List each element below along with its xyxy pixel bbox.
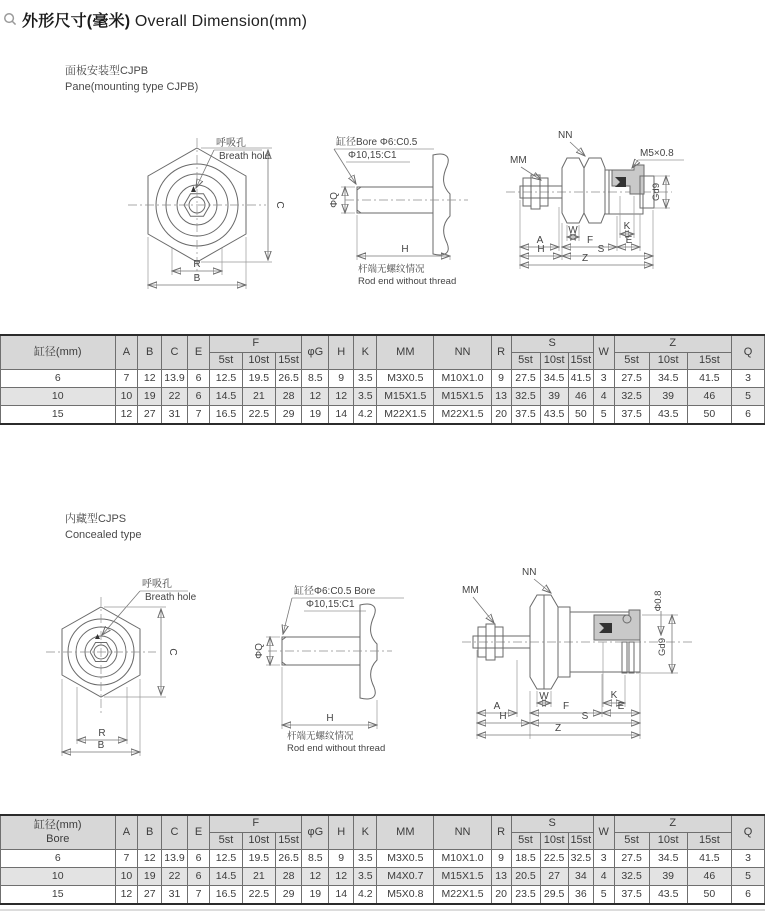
table-cell: 46 — [568, 388, 593, 406]
col-header: K — [354, 335, 377, 370]
table-cell: 16.5 — [210, 886, 243, 905]
table-cell: 36 — [568, 886, 593, 905]
table-cell: 13 — [491, 868, 511, 886]
section-heading-en: Concealed type — [65, 529, 142, 541]
section-heading-zh: 内藏型CJPS — [65, 513, 127, 525]
dim-a-label: A — [493, 701, 501, 712]
bore-note-line2: Φ10,15:C1 — [348, 150, 397, 161]
col-subheader: 15st — [568, 833, 593, 850]
table-cell: 32.5 — [511, 388, 540, 406]
table-cell: 50 — [687, 406, 731, 425]
table-cell: 32.5 — [568, 850, 593, 868]
col-subheader: 15st — [275, 353, 302, 370]
table-cell: 20.5 — [511, 868, 540, 886]
table-cell: 12 — [329, 388, 354, 406]
gd9-label: Gd9 — [657, 638, 668, 656]
table-cell: 3.5 — [354, 868, 377, 886]
table-cell: 22 — [162, 868, 188, 886]
table-cell: 7 — [187, 886, 209, 905]
table-cell: 3.5 — [354, 850, 377, 868]
table-cell: 15 — [1, 886, 116, 905]
bore-note-line2: Φ10,15:C1 — [306, 599, 355, 610]
drawing-cjps — [0, 555, 765, 765]
col-header: NN — [434, 335, 491, 370]
table-cell: 14 — [329, 886, 354, 905]
col-header: H — [329, 815, 354, 850]
table-cell: 27.5 — [614, 370, 649, 388]
table-cell: 39 — [649, 868, 687, 886]
table-cell: M15X1.5 — [434, 388, 491, 406]
table-cell: 12 — [302, 868, 329, 886]
table-cell: 19.5 — [242, 370, 275, 388]
dim-e-label: E — [617, 701, 625, 712]
col-subheader: 5st — [614, 833, 649, 850]
table-cell: 4 — [593, 868, 614, 886]
table-cell: 32.5 — [614, 388, 649, 406]
magnifier-icon — [3, 12, 18, 27]
table-cell: 3 — [593, 850, 614, 868]
col-subheader: 10st — [242, 833, 275, 850]
assembly-view — [506, 130, 684, 269]
dim-z-label: Z — [554, 723, 562, 734]
breath-hole-label-en: Breath hole — [145, 592, 197, 603]
page-title-row — [3, 8, 307, 31]
dim-w-label: W — [539, 691, 549, 702]
col-header: MM — [377, 335, 434, 370]
table-row — [1, 388, 765, 406]
mm-label: MM — [462, 585, 479, 596]
table-cell: 10 — [115, 388, 138, 406]
table-cell: 6 — [187, 850, 209, 868]
table-cell: 41.5 — [687, 850, 731, 868]
dim-phi-q-label: ΦQ — [254, 643, 265, 659]
table-cell: 3 — [593, 370, 614, 388]
table-cell: 19 — [302, 886, 329, 905]
col-subheader: 5st — [614, 353, 649, 370]
dim-phi-q-label: ΦQ — [329, 192, 340, 208]
rod-end-note-en: Rod end without thread — [287, 743, 386, 754]
table-cell: 22.5 — [242, 886, 275, 905]
table-cell: 13 — [491, 388, 511, 406]
col-header: H — [329, 335, 354, 370]
col-header: A — [115, 335, 138, 370]
table-cell: 39 — [649, 388, 687, 406]
bore-note-line1: 缸径Bore Φ6:C0.5 — [336, 137, 418, 148]
table-cell: 3.5 — [354, 370, 377, 388]
table-cell: 18.5 — [511, 850, 540, 868]
table-cell: 43.5 — [540, 406, 568, 425]
dim-k-label: K — [610, 690, 618, 701]
table-cell: 41.5 — [568, 370, 593, 388]
table-cell: 37.5 — [614, 406, 649, 425]
dimension-table-cjpb — [0, 334, 765, 425]
dim-e-label: E — [625, 235, 633, 246]
col-subheader: 5st — [511, 353, 540, 370]
dim-h-label: H — [401, 244, 409, 255]
col-header: E — [187, 335, 209, 370]
col-header: A — [115, 815, 138, 850]
dim-a-label: A — [536, 235, 544, 246]
table-cell: 6 — [187, 868, 209, 886]
col-header: W — [593, 335, 614, 370]
dim-h2-label: H — [537, 244, 545, 255]
table-cell: 15 — [1, 406, 116, 425]
col-header-group-f: F — [210, 335, 302, 353]
col-header: R — [491, 335, 511, 370]
table-cell: 6 — [187, 370, 209, 388]
table-cell: 12 — [329, 868, 354, 886]
table-cell: 9 — [329, 850, 354, 868]
table-cell: M3X0.5 — [377, 370, 434, 388]
breath-hole-label-zh: 呼吸孔 — [142, 579, 172, 590]
table-cell: M4X0.7 — [377, 868, 434, 886]
table-cell: 27.5 — [614, 850, 649, 868]
table-cell: 46 — [687, 868, 731, 886]
table-cell: 13.9 — [162, 850, 188, 868]
table-cell: 7 — [115, 370, 138, 388]
table-cell: 22.5 — [540, 850, 568, 868]
table-cell: 12 — [138, 850, 162, 868]
table-cell: 21 — [242, 388, 275, 406]
col-subheader: 10st — [649, 833, 687, 850]
table-cell: 28 — [275, 868, 302, 886]
table-cell: 50 — [568, 406, 593, 425]
table-cell: 12.5 — [210, 370, 243, 388]
col-header: Q — [732, 335, 765, 370]
table-cell: 31 — [162, 406, 188, 425]
table-cell: 4.2 — [354, 886, 377, 905]
table-cell: 34.5 — [649, 370, 687, 388]
table-cell: 5 — [732, 868, 765, 886]
table-row — [1, 868, 765, 886]
table-cell: M22X1.5 — [434, 406, 491, 425]
table-cell: 14 — [329, 406, 354, 425]
section-heading-zh: 面板安装型CJPB — [65, 65, 149, 77]
col-header-group-s: S — [511, 815, 593, 833]
dim-c-label: C — [167, 648, 178, 656]
table-cell: M22X1.5 — [434, 886, 491, 905]
table-cell: 12.5 — [210, 850, 243, 868]
col-subheader: 10st — [540, 353, 568, 370]
table-cell: 6 — [1, 370, 116, 388]
col-header: φG — [302, 815, 329, 850]
table-cell: 41.5 — [687, 370, 731, 388]
table-cell: 22 — [162, 388, 188, 406]
table-cell: 26.5 — [275, 850, 302, 868]
col-header: Q — [732, 815, 765, 850]
mm-label: MM — [510, 155, 527, 166]
col-header: MM — [377, 815, 434, 850]
col-header: C — [162, 815, 188, 850]
table-cell: 39 — [540, 388, 568, 406]
rod-end-note-zh: 杆端无螺纹情况 — [287, 731, 354, 742]
section-heading-cjpb — [65, 63, 198, 95]
dim-f-label: F — [562, 701, 570, 712]
dim-b-label: B — [193, 273, 201, 284]
table-cell: 29.5 — [540, 886, 568, 905]
table-row — [1, 406, 765, 425]
col-subheader: 10st — [242, 353, 275, 370]
table-cell: 27 — [540, 868, 568, 886]
drawing-cjpb — [0, 110, 765, 305]
table-cell: 3 — [732, 370, 765, 388]
assembly-view — [462, 567, 692, 739]
col-subheader: 15st — [687, 833, 731, 850]
table-row — [1, 886, 765, 905]
table-cell: 31 — [162, 886, 188, 905]
table-cell: 6 — [1, 850, 116, 868]
col-subheader: 10st — [649, 353, 687, 370]
table-cell: 5 — [593, 886, 614, 905]
dim-c-label: C — [274, 201, 285, 209]
col-header: K — [354, 815, 377, 850]
page-title-zh: 外形尺寸(毫米) — [22, 13, 131, 30]
table-cell: 20 — [491, 406, 511, 425]
table-cell: M3X0.5 — [377, 850, 434, 868]
dim-k-label: K — [623, 221, 631, 232]
table-cell: 6 — [187, 388, 209, 406]
page-title-en: Overall Dimension(mm) — [130, 13, 308, 30]
table-cell: 8.5 — [302, 370, 329, 388]
table-cell: 14.5 — [210, 868, 243, 886]
table-cell: 6 — [732, 886, 765, 905]
table-cell: 50 — [687, 886, 731, 905]
dim-s-label: S — [597, 244, 605, 255]
col-header: C — [162, 335, 188, 370]
table-cell: 6 — [732, 406, 765, 425]
col-subheader: 5st — [511, 833, 540, 850]
col-header: W — [593, 815, 614, 850]
section-heading-en: Pane(mounting type CJPB) — [65, 81, 199, 93]
dimension-table-cjps — [0, 814, 765, 905]
col-subheader: 15st — [687, 353, 731, 370]
table-cell: 4.2 — [354, 406, 377, 425]
table-cell: M15X1.5 — [377, 388, 434, 406]
table-cell: 28 — [275, 388, 302, 406]
table-cell: 19.5 — [242, 850, 275, 868]
col-header: E — [187, 815, 209, 850]
table-cell: 27.5 — [511, 370, 540, 388]
table-cell: 12 — [115, 406, 138, 425]
col-header: R — [491, 815, 511, 850]
dim-z-label: Z — [581, 253, 589, 264]
table-cell: 12 — [115, 886, 138, 905]
col-header: B — [138, 815, 162, 850]
table-cell: 3 — [732, 850, 765, 868]
dim-h-label: H — [326, 713, 334, 724]
table-cell: 43.5 — [649, 406, 687, 425]
table-cell: 3.5 — [354, 388, 377, 406]
table-cell: 32.5 — [614, 868, 649, 886]
table-cell: 22.5 — [242, 406, 275, 425]
table-cell: 5 — [593, 406, 614, 425]
table-cell: 19 — [138, 868, 162, 886]
table-cell: 9 — [491, 850, 511, 868]
table-cell: 5 — [732, 388, 765, 406]
dim-r-label: R — [193, 259, 201, 270]
col-header: NN — [434, 815, 491, 850]
table-cell: 27 — [138, 886, 162, 905]
page-title — [22, 8, 307, 31]
dim-r-label: R — [98, 728, 106, 739]
col-header-group-z: Z — [614, 335, 732, 353]
dim-s-label: S — [581, 711, 589, 722]
table-cell: 34 — [568, 868, 593, 886]
table-cell: 29 — [275, 406, 302, 425]
table-cell: 10 — [1, 868, 116, 886]
table-cell: M10X1.0 — [434, 370, 491, 388]
dim-f-label: F — [586, 235, 594, 246]
table-cell: 14.5 — [210, 388, 243, 406]
nn-label: NN — [522, 567, 537, 578]
gd9-label: Gd9 — [651, 183, 662, 201]
table-cell: 7 — [115, 850, 138, 868]
rod-side-view — [329, 136, 468, 287]
table-cell: 10 — [115, 868, 138, 886]
table-cell: M22X1.5 — [377, 406, 434, 425]
table-cell: 37.5 — [614, 886, 649, 905]
col-subheader: 5st — [210, 353, 243, 370]
col-header-group-s: S — [511, 335, 593, 353]
bottom-divider — [0, 909, 765, 911]
dim-h2-label: H — [499, 711, 507, 722]
col-subheader: 5st — [210, 833, 243, 850]
col-header-bore: 缸径(mm) Bore — [1, 815, 116, 850]
table-cell: 27 — [138, 406, 162, 425]
table-cell: 10 — [1, 388, 116, 406]
table-cell: 9 — [329, 370, 354, 388]
table-cell: 19 — [138, 388, 162, 406]
table-row — [1, 850, 765, 868]
col-subheader: 10st — [540, 833, 568, 850]
table-cell: 9 — [491, 370, 511, 388]
port-thread-label: Φ0.8 — [653, 590, 664, 612]
table-cell: M10X1.0 — [434, 850, 491, 868]
col-header: φG — [302, 335, 329, 370]
table-cell: 7 — [187, 406, 209, 425]
col-header-group-f: F — [210, 815, 302, 833]
table-cell: 46 — [687, 388, 731, 406]
section-heading-cjps — [65, 511, 141, 543]
nn-label: NN — [558, 130, 573, 141]
hex-face-view — [128, 136, 285, 289]
table-cell: 13.9 — [162, 370, 188, 388]
col-header-group-z: Z — [614, 815, 732, 833]
rod-end-note-zh: 杆端无螺纹情况 — [358, 264, 425, 275]
col-subheader: 15st — [568, 353, 593, 370]
table-cell: 19 — [302, 406, 329, 425]
table-cell: M15X1.5 — [434, 868, 491, 886]
table-cell: 21 — [242, 868, 275, 886]
table-cell: 12 — [138, 370, 162, 388]
rod-side-view — [254, 585, 404, 754]
table-cell: 43.5 — [649, 886, 687, 905]
hex-face-view — [46, 577, 197, 756]
rod-end-note-en: Rod end without thread — [358, 276, 457, 287]
breath-hole-label-en: Breath hole — [219, 151, 271, 162]
table-cell: M5X0.8 — [377, 886, 434, 905]
dim-w-label: W — [568, 225, 578, 236]
table-cell: 34.5 — [649, 850, 687, 868]
bore-note-line1: 缸径Φ6:C0.5 Bore — [294, 586, 376, 597]
table-cell: 26.5 — [275, 370, 302, 388]
table-cell: 34.5 — [540, 370, 568, 388]
table-cell: 29 — [275, 886, 302, 905]
table-cell: 20 — [491, 886, 511, 905]
dim-b-label: B — [97, 740, 105, 751]
table-cell: 37.5 — [511, 406, 540, 425]
table-cell: 4 — [593, 388, 614, 406]
col-header: B — [138, 335, 162, 370]
breath-hole-label-zh: 呼吸孔 — [216, 138, 246, 149]
table-cell: 16.5 — [210, 406, 243, 425]
table-cell: 8.5 — [302, 850, 329, 868]
col-subheader: 15st — [275, 833, 302, 850]
table-cell: 23.5 — [511, 886, 540, 905]
port-thread-label: M5×0.8 — [640, 148, 674, 159]
table-cell: 12 — [302, 388, 329, 406]
col-header-bore: 缸径(mm) — [1, 335, 116, 370]
table-row — [1, 370, 765, 388]
